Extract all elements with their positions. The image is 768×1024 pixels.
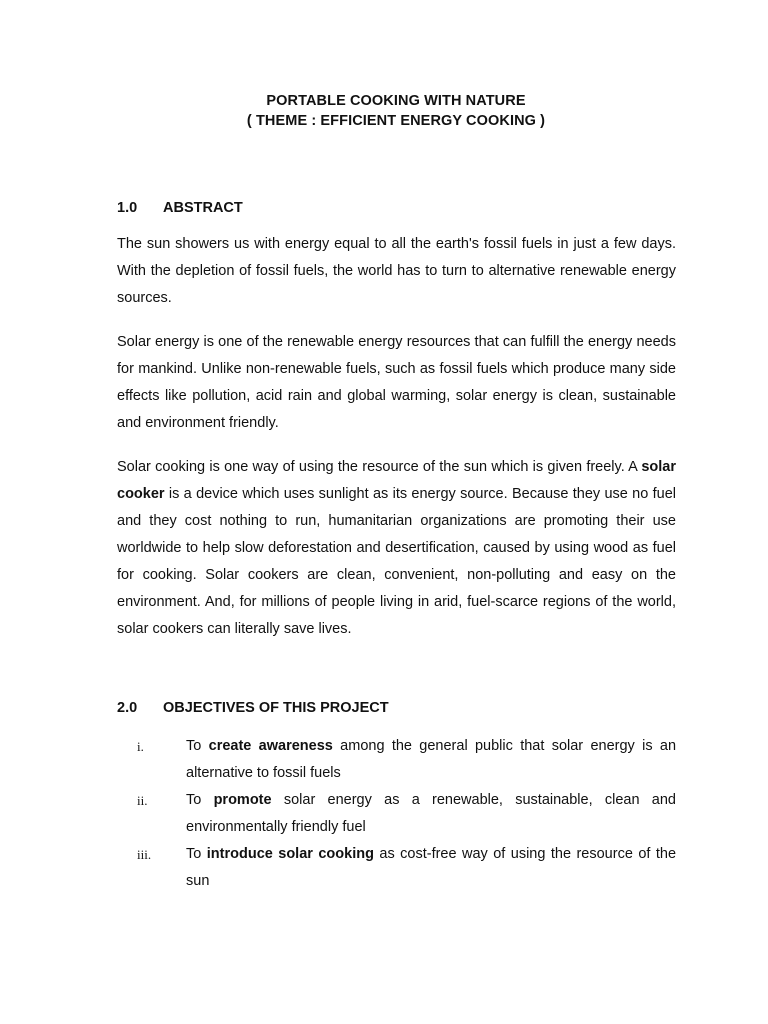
document-subtitle: ( THEME : EFFICIENT ENERGY COOKING )	[246, 113, 546, 129]
list-item	[117, 733, 676, 787]
item-text: as cost-free way of using the resource of the sun	[186, 846, 677, 889]
abstract-paragraph-3	[117, 454, 676, 643]
item-text: To	[186, 846, 207, 862]
abstract-paragraph-1: The sun showers us with energy equal to all the earth's fossil fuels in just a few days. With the depletion of fossil fuels, the world has to turn to alternative renewable energy sources.	[117, 236, 676, 306]
list-marker: ii.	[137, 793, 148, 808]
item-text: among the general public that solar energy is an alternative to fossil fuels	[186, 738, 677, 781]
paragraph-text: Solar cooking is one way of using the resource of the sun which is given freely. A	[117, 459, 642, 475]
section-number: 2.0	[117, 700, 138, 716]
list-item	[117, 841, 676, 895]
item-text: To	[186, 738, 209, 754]
paragraph-text: is a device which uses sunlight as its energy source. Because they use no fuel and they cost nothing to run, humanitarian organizations are promoting their use worldwide to help slow deforestation and desertification, caused by using wood as fuel for cooking. Solar cookers are clean, convenient, non-polluting and easy on the environment. And, for millions of people living in arid, fuel-scarce regions of the world, solar cookers can literally save lives.	[117, 486, 676, 637]
objectives-list	[117, 733, 676, 895]
section-heading-abstract	[117, 200, 243, 216]
bold-term: solar cooker	[117, 459, 676, 502]
abstract-paragraph-2: Solar energy is one of the renewable energy resources that can fulfill the energy needs for mankind. Unlike non-renewable fuels, such as fossil fuels which produce many side effects like pollution, acid rain and global warming, solar energy is clean, sustainable and environment friendly.	[117, 334, 676, 431]
section-heading-objectives	[117, 700, 389, 716]
bold-term: promote	[213, 792, 272, 808]
list-marker: iii.	[137, 847, 152, 862]
list-marker: i.	[137, 739, 144, 754]
section-number: 1.0	[117, 200, 138, 216]
bold-term: introduce solar cooking	[206, 846, 374, 862]
section-title: OBJECTIVES OF THIS PROJECT	[163, 700, 389, 716]
document-title: PORTABLE COOKING WITH NATURE	[266, 93, 526, 109]
item-text: To	[186, 792, 214, 808]
section-title: ABSTRACT	[163, 200, 243, 216]
bold-term: create awareness	[208, 738, 333, 754]
item-text: solar energy as a renewable, sustainable, clean and environmentally friendly fuel	[186, 792, 676, 835]
list-item	[117, 787, 676, 841]
